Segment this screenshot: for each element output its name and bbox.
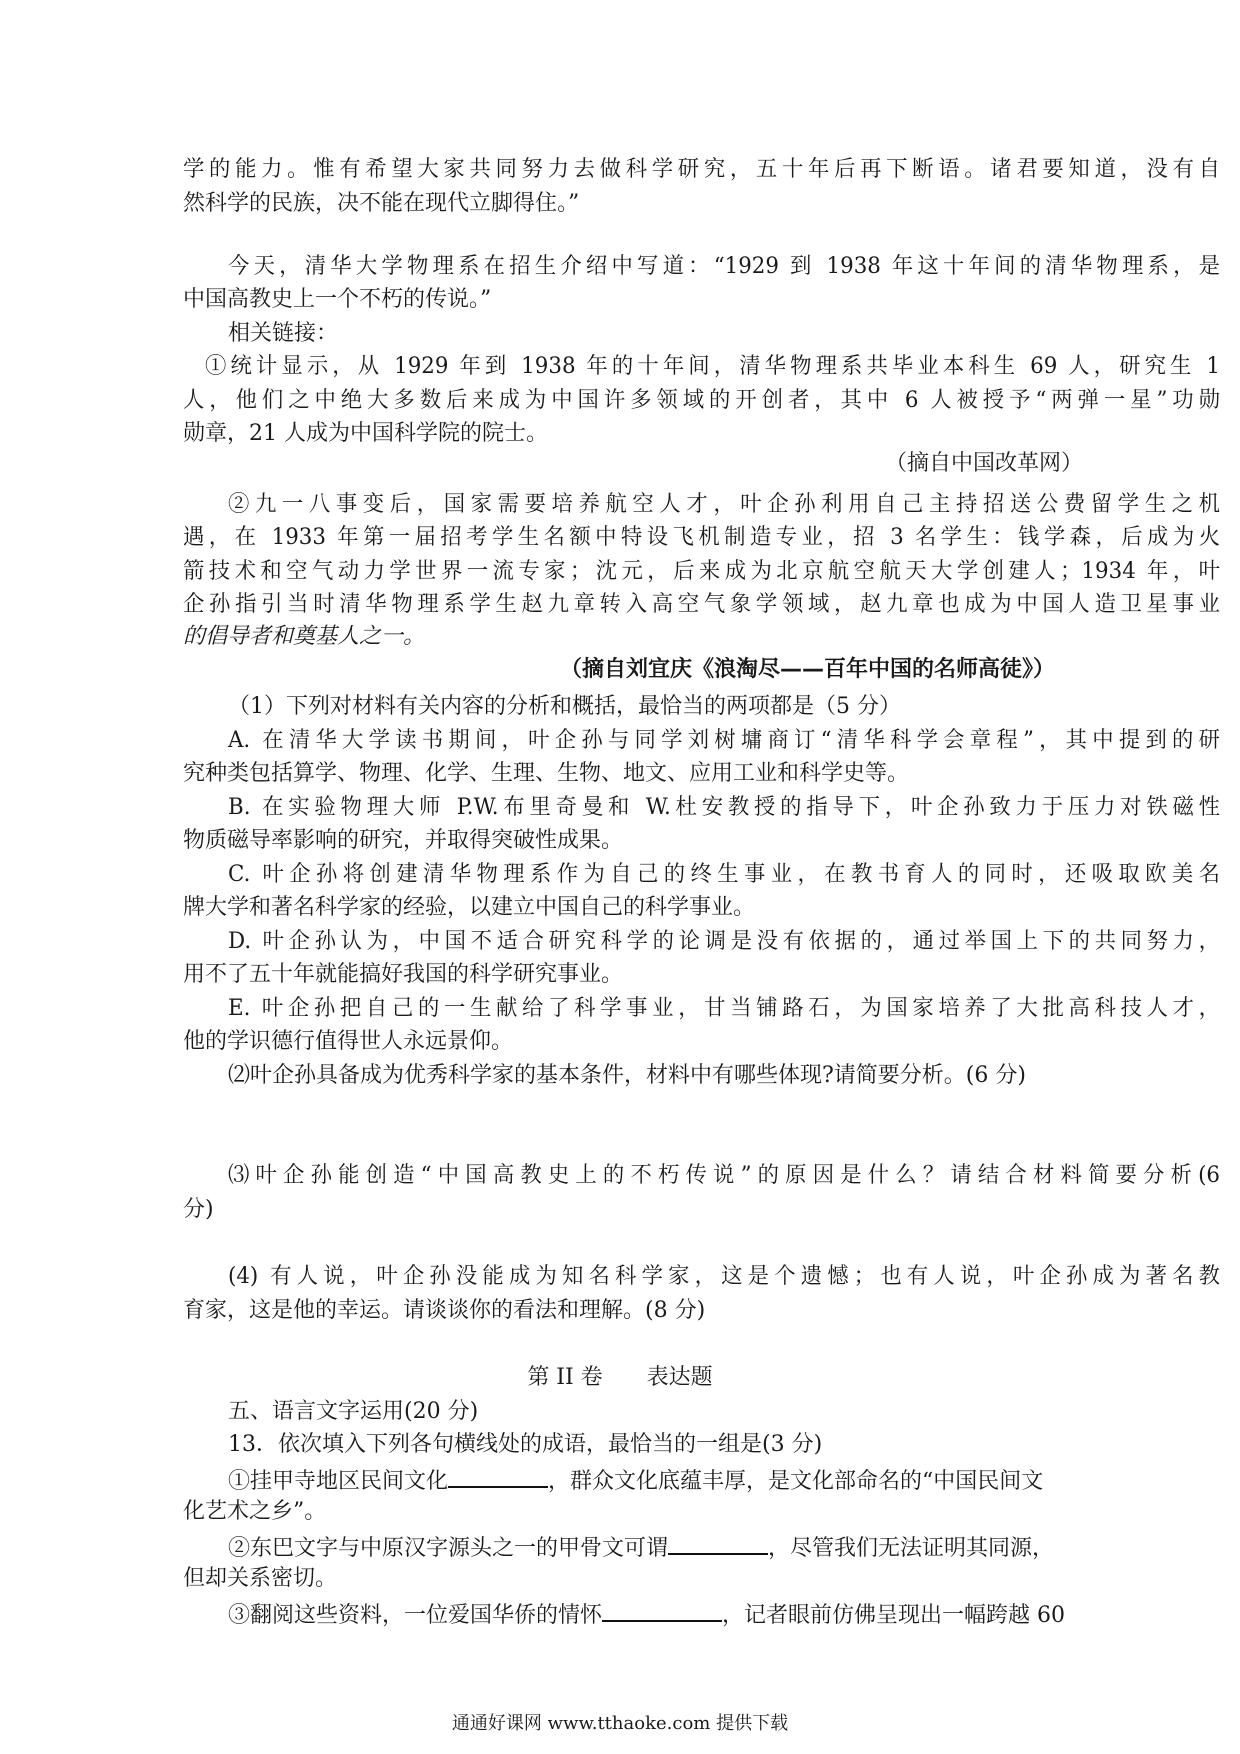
- sentence-text: ，记者眼前仿佛呈现出一幅跨越 60: [722, 1603, 1066, 1628]
- passage-line: 今天，清华大学物理系在招生介绍中写道：“1929 到 1938 年这十年间的清华物理系，是: [228, 254, 1220, 279]
- link1-line: ①统计显示，从 1929 年到 1938 年的十年间，清华物理系共毕业本科生 69 人，研究生 1: [205, 354, 1220, 379]
- option-c-cont: 牌大学和著名科学家的经验，以建立中国自己的科学事业。: [183, 895, 756, 920]
- sentence-text: ，群众文化底蕴丰厚，是文化部命名的“中国民间文: [548, 1469, 1044, 1494]
- sentence-2-cont: 但却关系密切。: [183, 1566, 338, 1591]
- sentence-1: [228, 1464, 1043, 1497]
- option-a-cont: 究种类包括算学、物理、化学、生理、生物、地文、应用工业和科学史等。: [183, 761, 910, 786]
- link2-line: ②九一八事变后，国家需要培养航空人才，叶企孙利用自己主持招送公费留学生之机: [228, 492, 1220, 517]
- page-footer: 通通好课网 www.tthaoke.com 提供下载: [451, 1713, 789, 1734]
- fill-blank: [448, 1464, 548, 1488]
- sentence-text: ②东巴文字与中原汉字源头之一的甲骨文可谓: [228, 1536, 669, 1561]
- fill-blank: [668, 1531, 768, 1555]
- passage-line: 然科学的民族，决不能在现代立脚得住。”: [183, 191, 580, 216]
- option-e-cont: 他的学识德行值得世人永远景仰。: [183, 1029, 514, 1054]
- link2-source: （摘自刘宜庆《浪淘尽——百年中国的名师高徒》）: [560, 657, 1056, 682]
- question-4: (4) 有人说，叶企孙没能成为知名科学家，这是个遗憾；也有人说，叶企孙成为著名教: [228, 1264, 1220, 1289]
- option-d-cont: 用不了五十年就能搞好我国的科学研究事业。: [183, 962, 624, 987]
- part-heading: 五、语言文字运用(20 分): [228, 1399, 479, 1424]
- question-4-cont: 育家，这是他的幸运。请谈谈你的看法和理解。(8 分): [183, 1298, 706, 1323]
- fill-blank: [602, 1598, 722, 1622]
- link2-line: 的倡导者和奠基人之一。: [183, 624, 426, 649]
- link1-line: 人，他们之中绝大多数后来成为中国许多领域的开创者，其中 6 人被授予“两弹一星”功勋: [183, 388, 1220, 413]
- option-b: B. 在实验物理大师 P.W.布里奇曼和 W.杜安教授的指导下，叶企孙致力于压力对铁磁性: [228, 795, 1220, 820]
- option-a: A. 在清华大学读书期间，叶企孙与同学刘树墉商订“清华科学会章程”，其中提到的研: [228, 728, 1220, 753]
- sentence-2: [228, 1531, 1054, 1564]
- sentence-1-cont: 化艺术之乡”。: [183, 1499, 327, 1524]
- question-2: ⑵叶企孙具备成为优秀科学家的基本条件，材料中有哪些体现?请简要分析。(6 分): [228, 1063, 1026, 1088]
- question-13: 13．依次填入下列各句横线处的成语，最恰当的一组是(3 分): [228, 1432, 823, 1457]
- option-d: D. 叶企孙认为，中国不适合研究科学的论调是没有依据的，通过举国上下的共同努力，: [228, 929, 1220, 954]
- question-3-cont: 分): [183, 1197, 214, 1222]
- question-3: ⑶叶企孙能创造“中国高教史上的不朽传说”的原因是什么？请结合材料简要分析(6: [228, 1163, 1220, 1188]
- link2-line: 箭技术和空气动力学世界一流专家；沈元，后来成为北京航空航天大学创建人；1934 年，叶: [183, 559, 1220, 584]
- question-1: （1）下列对材料有关内容的分析和概括，最恰当的两项都是（5 分）: [228, 694, 901, 719]
- link2-line: 企孙指引当时清华物理系学生赵九章转入高空气象学领域，赵九章也成为中国人造卫星事业: [183, 592, 1220, 617]
- link1-source: （摘自中国改革网）: [885, 451, 1084, 476]
- section-title: 第 II 卷 表达题: [527, 1365, 713, 1390]
- sentence-text: ，尽管我们无法证明其同源，: [768, 1536, 1055, 1561]
- related-links-heading: 相关链接：: [228, 321, 339, 346]
- sentence-3: [228, 1598, 1065, 1631]
- option-e: E. 叶企孙把自己的一生献给了科学事业，甘当铺路石，为国家培养了大批高科技人才，: [228, 996, 1220, 1021]
- option-c: C. 叶企孙将创建清华物理系作为自己的终生事业，在教书育人的同时，还吸取欧美名: [228, 862, 1220, 887]
- link1-line: 勋章，21 人成为中国科学院的院士。: [183, 421, 548, 446]
- passage-line: 中国高教史上一个不朽的传说。”: [183, 287, 492, 312]
- option-b-cont: 物质磁导率影响的研究，并取得突破性成果。: [183, 828, 624, 853]
- link2-line: 遇，在 1933 年第一届招考学生名额中特设飞机制造专业，招 3 名学生：钱学森，后成为火: [183, 525, 1220, 550]
- sentence-text: ①挂甲寺地区民间文化: [228, 1469, 449, 1494]
- passage-line: 学的能力。惟有希望大家共同努力去做科学研究，五十年后再下断语。诸君要知道，没有自: [183, 157, 1220, 182]
- sentence-text: ③翻阅这些资料，一位爱国华侨的情怀: [228, 1603, 603, 1628]
